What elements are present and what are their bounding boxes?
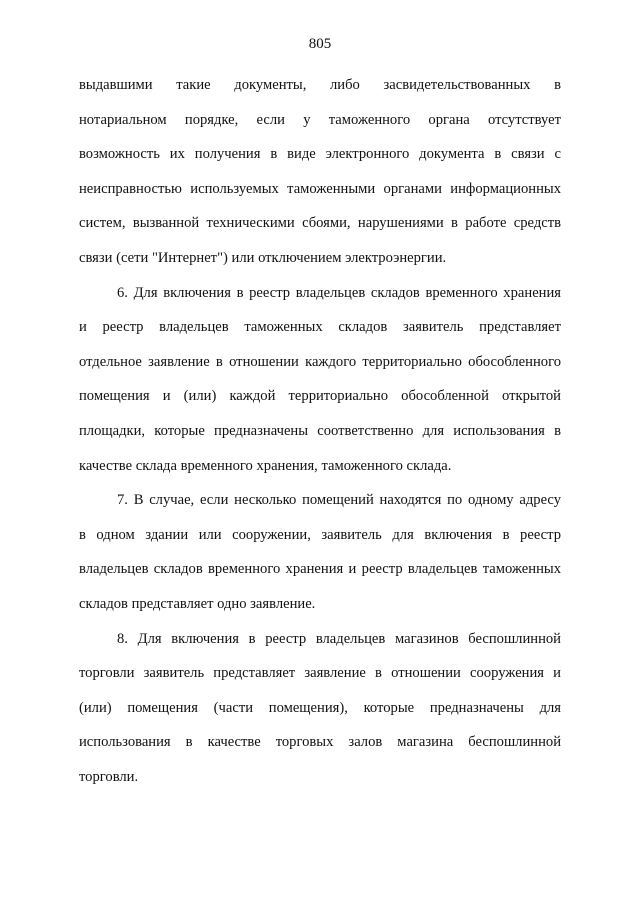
- document-body: [79, 68, 561, 794]
- text-line: складов представляет одно заявление.: [79, 595, 316, 612]
- text-line: 6. Для включения в реестр владельцев складов временного хранения: [117, 284, 561, 301]
- text-line: неисправностью используемых таможенными органами информационных: [79, 180, 561, 197]
- text-line: площадки, которые предназначены соответственно для использования в: [79, 422, 561, 439]
- text-line: использования в качестве торговых залов магазина беспошлинной: [79, 734, 561, 751]
- paragraph-item-7: [79, 483, 561, 621]
- paragraph-item-6: [79, 276, 561, 484]
- text-line: отдельное заявление в отношении каждого территориально обособленного: [79, 353, 561, 370]
- text-line: возможность их получения в виде электронного документа в связи с: [79, 146, 561, 163]
- text-line: выдавшими такие документы, либо засвидетельствованных в: [79, 77, 561, 93]
- text-line: владельцев складов временного хранения и реестр владельцев таможенных: [79, 561, 561, 578]
- text-line: помещения и (или) каждой территориально обособленной открытой: [79, 388, 561, 405]
- text-line: торговли.: [79, 768, 139, 785]
- text-line: нотариальном порядке, если у таможенного органа отсутствует: [79, 111, 561, 128]
- text-line: торговли заявитель представляет заявление в отношении сооружения и: [79, 665, 561, 682]
- paragraph-item-8: [79, 622, 561, 795]
- text-line: (или) помещения (части помещения), которые предназначены для: [79, 699, 561, 716]
- text-line: и реестр владельцев таможенных складов заявитель представляет: [79, 319, 561, 336]
- text-line: связи (сети "Интернет") или отключением электроэнергии.: [79, 249, 447, 266]
- paragraph-continuation: [79, 68, 561, 276]
- text-line: качестве склада временного хранения, таможенного склада.: [79, 457, 452, 474]
- text-line: 8. Для включения в реестр владельцев магазинов беспошлинной: [117, 630, 561, 647]
- text-line: систем, вызванной техническими сбоями, нарушениями в работе средств: [79, 215, 561, 232]
- text-line: 7. В случае, если несколько помещений находятся по одному адресу: [117, 492, 561, 509]
- text-line: в одном здании или сооружении, заявитель для включения в реестр: [79, 526, 561, 543]
- page-number: 805: [308, 36, 332, 52]
